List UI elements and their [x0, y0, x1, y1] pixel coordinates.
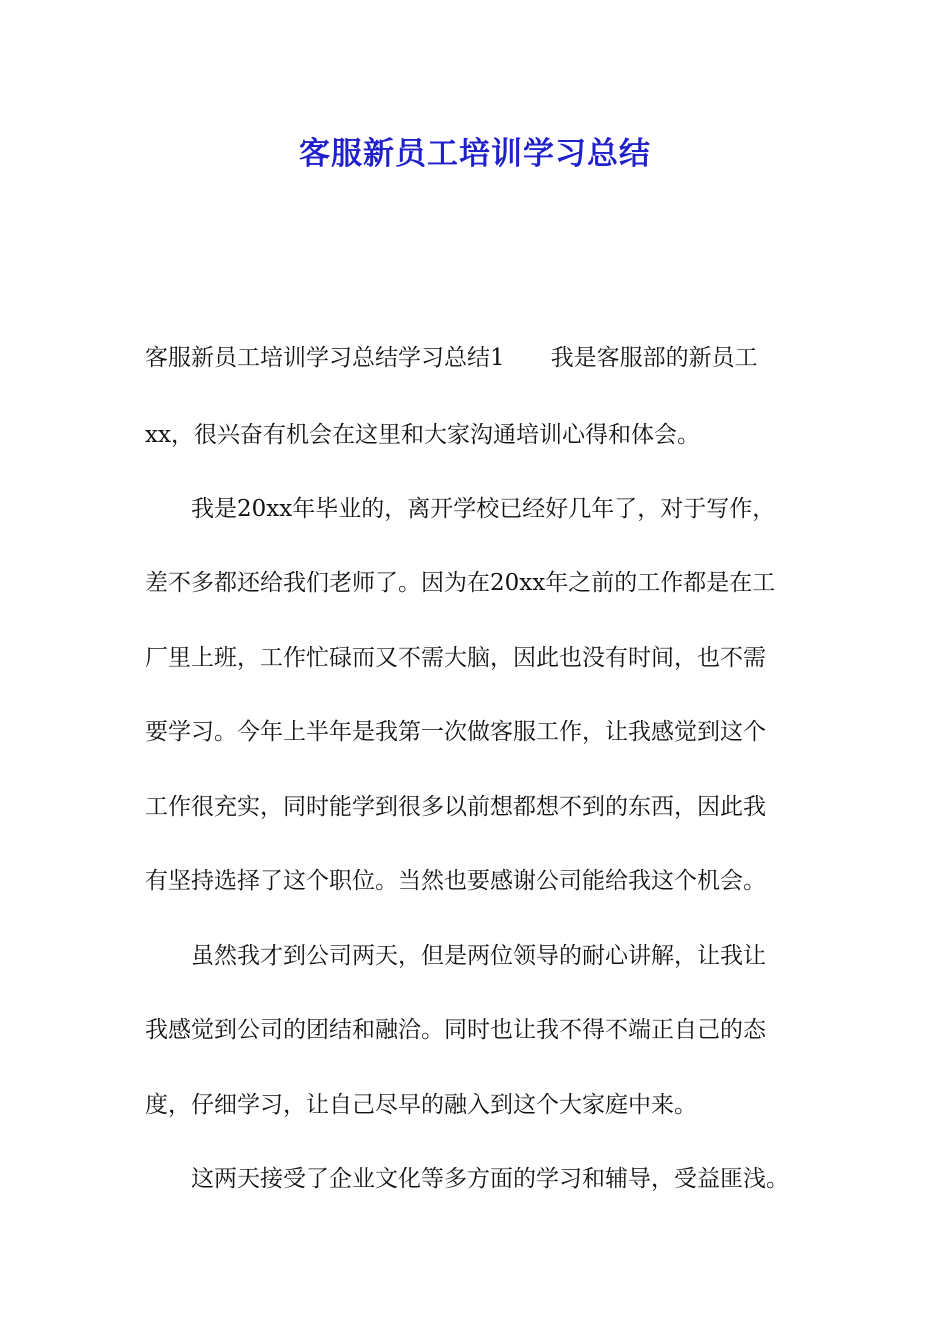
document-title: 客服新员工培训学习总结 — [299, 136, 651, 172]
body-line: 有坚持选择了这个职位。当然也要感谢公司能给我这个机会。 — [145, 868, 766, 894]
body-line: 这两天接受了企业文化等多方面的学习和辅导，受益匪浅。 — [145, 1166, 789, 1192]
body-line: 我感觉到公司的团结和融洽。同时也让我不得不端正自己的态 — [145, 1017, 766, 1043]
body-line: 工作很充实，同时能学到很多以前想都想不到的东西，因此我 — [145, 794, 766, 820]
body-line: 我是20xx年毕业的，离开学校已经好几年了，对于写作， — [145, 496, 776, 522]
body-line: 差不多都还给我们老师了。因为在20xx年之前的工作都是在工 — [145, 570, 776, 596]
body-line: 客服新员工培训学习总结学习总结1 我是客服部的新员工 — [145, 345, 758, 371]
body-line: 要学习。今年上半年是我第一次做客服工作，让我感觉到这个 — [145, 719, 766, 745]
body-line: 度，仔细学习，让自己尽早的融入到这个大家庭中来。 — [145, 1092, 697, 1118]
body-line: xx，很兴奋有机会在这里和大家沟通培训心得和体会。 — [145, 422, 700, 448]
body-line: 厂里上班，工作忙碌而又不需大脑，因此也没有时间，也不需 — [145, 645, 766, 671]
body-line: 虽然我才到公司两天，但是两位领导的耐心讲解，让我让 — [145, 943, 766, 969]
